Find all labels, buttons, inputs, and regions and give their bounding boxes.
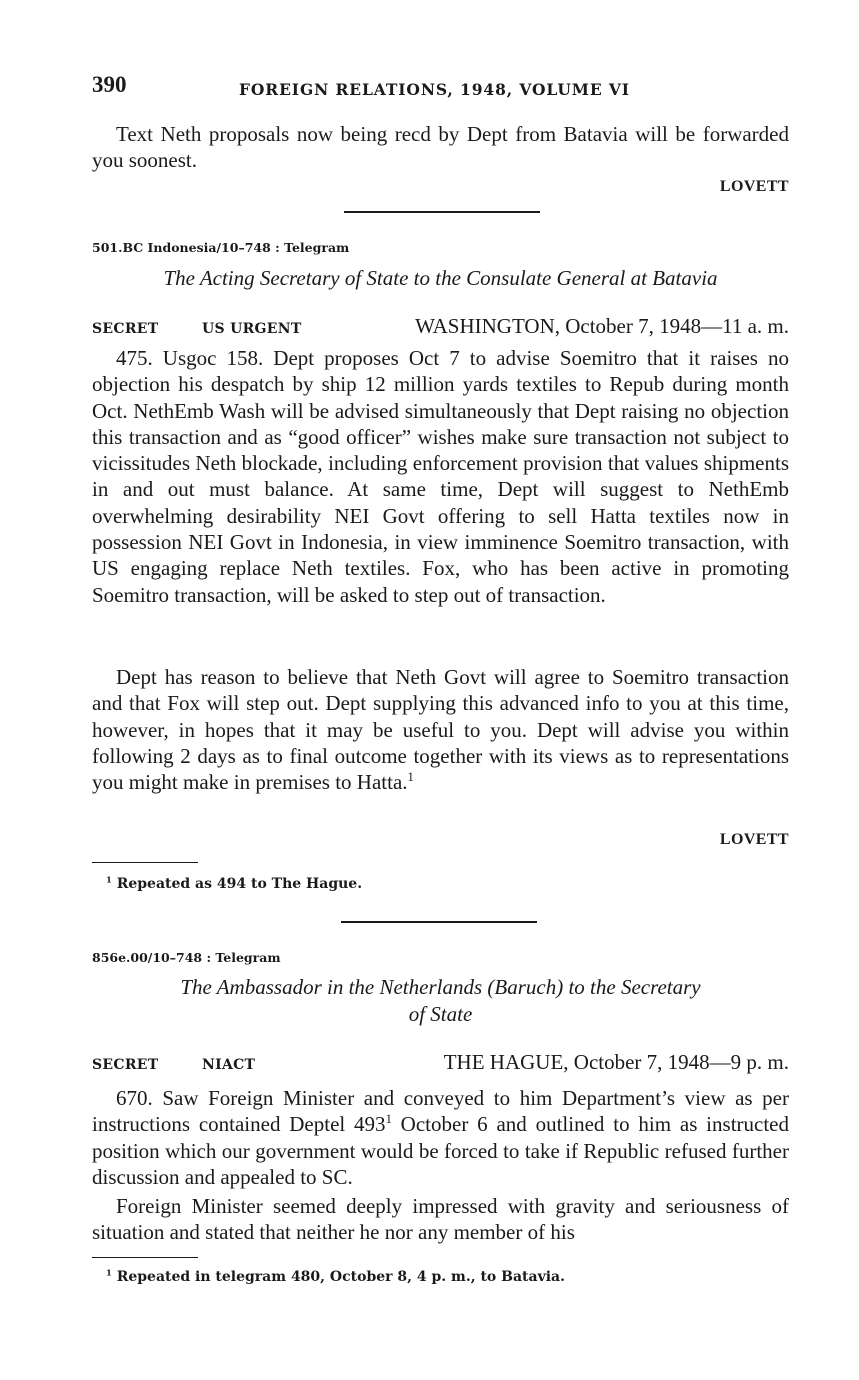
doc2-priority: NIACT [202, 1057, 256, 1073]
doc2-paragraph-1 [92, 1085, 789, 1190]
doc2-footnote [106, 1269, 565, 1285]
doc1-footnote-text: Repeated as 494 to The Hague. [116, 876, 363, 892]
footnote-mark: 1 [106, 874, 112, 885]
footnote-rule [92, 1257, 198, 1258]
doc2-classification: SECRET [92, 1057, 159, 1073]
doc2-paragraph-1-text-b: October 6 and outlined to him as instructed position which our government would be forced to take if Republic refused further discussion and appealed to SC. [92, 1112, 789, 1189]
doc1-paragraph-2 [92, 664, 789, 795]
doc1-priority: US URGENT [202, 321, 302, 337]
doc1-footnote [106, 876, 362, 892]
doc1-dateline [92, 314, 789, 342]
doc1-paragraph-1: 475. Usgoc 158. Dept proposes Oct 7 to advise Soemitro that it raises no objection his despatch by ship 12 million yards textiles to Repub during month Oct. NethEmb Wash will be advised simultaneously that Dept raising no objection this transaction and as “good officer” wishes make sure transaction not subject to vicissitudes Neth blockade, including enforcement provision that values shipments in and out must balance. At same time, Dept will suggest to NethEmb overwhelming desirability NEI Govt offering to sell Hatta textiles now in possession NEI Govt in Indonesia, in view imminence Soemitro transaction, with US engaging replace Neth textiles. Fox, who has been active in promoting Soemitro transaction, will be asked to step out of transaction. [92, 346, 789, 607]
doc1-file-reference: 501.BC Indonesia/10–748 : Telegram [92, 240, 350, 255]
doc1-classification: SECRET [92, 321, 159, 337]
doc2-file-reference: 856e.00/10–748 : Telegram [92, 950, 281, 965]
doc1-place-date: WASHINGTON, October 7, 1948—11 a. m. [415, 314, 789, 338]
doc2-title-line-1: The Ambassador in the Netherlands (Baruch) to the Secretary [180, 975, 701, 999]
doc2-paragraph-1-text-a: 670. Saw Foreign Minister and conveyed to him Department’s view as per instructions contained Deptel 493 [92, 1086, 789, 1137]
doc2-title [92, 974, 789, 1028]
intro-paragraph: Text Neth proposals now being recd by Dept from Batavia will be forwarded you soonest. [92, 122, 789, 173]
section-divider [341, 921, 537, 923]
footnote-mark: 1 [106, 1267, 112, 1278]
doc1-paragraph-2-text: Dept has reason to believe that Neth Govt will agree to Soemitro transaction and that Fox will step out. Dept supplying this advanced info to you at this time, however, in hopes that it may be useful to you. Dept will advise you within following 2 days as to final outcome together with its views as to representations you might make in premises to Hatta. [92, 665, 789, 795]
page-number: 390 [92, 72, 127, 97]
footnote-reference: 1 [385, 1112, 392, 1127]
doc2-dateline [92, 1050, 789, 1078]
footnote-rule [92, 862, 198, 863]
doc1-signature: LOVETT [719, 831, 789, 848]
doc2-place-date: THE HAGUE, October 7, 1948—9 p. m. [443, 1050, 789, 1074]
intro-signature: LOVETT [719, 178, 789, 195]
footnote-reference: 1 [407, 770, 414, 785]
doc2-paragraph-2: Foreign Minister seemed deeply impressed with gravity and seriousness of situation and stated that neither he nor any member of his [92, 1194, 789, 1245]
page-header [92, 72, 789, 106]
doc2-footnote-text: Repeated in telegram 480, October 8, 4 p. m., to Batavia. [116, 1269, 565, 1285]
doc1-title: The Acting Secretary of State to the Consulate General at Batavia [163, 266, 718, 290]
running-head: FOREIGN RELATIONS, 1948, VOLUME VI [239, 80, 630, 99]
section-divider [344, 211, 540, 213]
doc2-title-line-2: of State [408, 1002, 473, 1026]
